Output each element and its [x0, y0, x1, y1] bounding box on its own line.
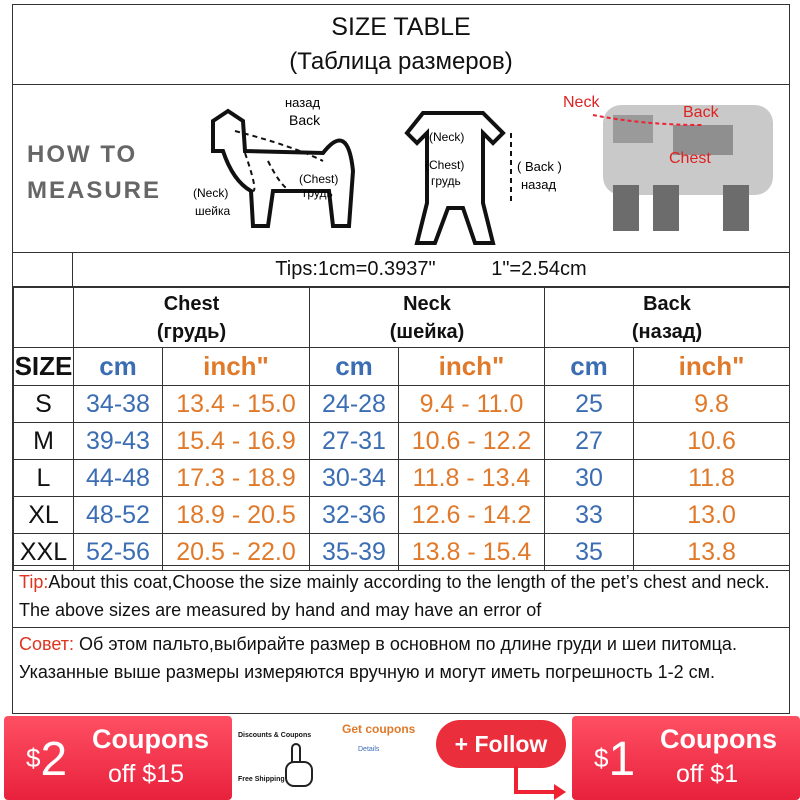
dog-neck: (Neck) [193, 186, 229, 200]
neck-header-ru: (шейка) [389, 320, 465, 343]
unit-header-row [14, 348, 790, 386]
coupon-2-off-15[interactable] [4, 716, 232, 800]
chest-cm-header: cm [74, 348, 163, 386]
coat-back: ( Back ) [517, 159, 562, 174]
coupon-condition: off $15 [108, 760, 185, 788]
back-inch-cell: 11.8 [634, 460, 790, 497]
how-to-line: HOW TO [27, 141, 138, 168]
table-row [14, 423, 790, 460]
chest-header [74, 288, 310, 348]
dog-neck-ru: шейка [195, 204, 231, 218]
table-row [14, 386, 790, 423]
table-row [14, 497, 790, 534]
group-header-row [14, 288, 790, 348]
neck-inch-cell: 12.6 - 14.2 [399, 497, 545, 534]
details-link: Details [358, 746, 380, 753]
coat-neck: (Neck) [429, 130, 465, 144]
size-cell: M [14, 423, 74, 460]
neck-cm-cell: 27-31 [310, 423, 399, 460]
neck-cm-cell: 24-28 [310, 386, 399, 423]
how-to-measure-heading [27, 137, 161, 209]
size-cell: L [14, 460, 74, 497]
back-inch-cell: 9.8 [634, 386, 790, 423]
tip-label: Tip: [19, 572, 49, 592]
back-header-ru: (назад) [631, 320, 703, 343]
dog-chest-ru: грудь [303, 186, 333, 200]
back-cm-cell: 35 [545, 534, 634, 571]
neck-cm-cell: 32-36 [310, 497, 399, 534]
back-inch-cell: 13.0 [634, 497, 790, 534]
dollar-sign: $ [594, 743, 609, 773]
hand-pointer-icon [278, 742, 318, 792]
chest-cm-cell: 34-38 [74, 386, 163, 423]
back-inch-header: inch" [634, 348, 790, 386]
back-inch-cell: 13.8 [634, 534, 790, 571]
tips-spacer [13, 253, 73, 286]
coupon-amount [26, 728, 67, 790]
sovet-text: Об этом пальто,выбирайте размер в основном по длине груди и шеи питомца. Указанные выше размеры измеряются вручную и могут иметь погрешность 1-2 см. [19, 634, 737, 682]
photo-back: Back [683, 104, 719, 121]
measure-line: MEASURE [27, 177, 162, 204]
table-row [14, 460, 790, 497]
size-table [13, 287, 790, 571]
neck-inch-cell: 9.4 - 11.0 [399, 386, 545, 423]
chest-cm-cell: 52-56 [74, 534, 163, 571]
chest-cm-cell: 39-43 [74, 423, 163, 460]
follow-button[interactable]: + Follow [436, 720, 566, 768]
size-cell: XL [14, 497, 74, 534]
neck-inch-cell: 13.8 - 15.4 [399, 534, 545, 571]
how-to-measure-row [13, 85, 789, 253]
size-grid [13, 287, 789, 571]
size-cell: XXL [14, 534, 74, 571]
size-table-sheet [12, 4, 790, 714]
coupon-value: 1 [608, 733, 636, 786]
back-inch-cell: 10.6 [634, 423, 790, 460]
neck-header [310, 288, 545, 348]
page-subtitle: (Таблица размеров) [289, 48, 513, 75]
back-cm-cell: 33 [545, 497, 634, 534]
dog-back: Back [289, 112, 321, 128]
size-column-header: SIZE [14, 348, 74, 386]
coupon-value: 2 [40, 733, 68, 786]
coupon-1-off-1[interactable] [572, 716, 800, 800]
arrow-icon [510, 766, 570, 800]
neck-cm-cell: 30-34 [310, 460, 399, 497]
neck-header-en: Neck [403, 292, 451, 315]
back-cm-cell: 27 [545, 423, 634, 460]
back-cm-cell: 25 [545, 386, 634, 423]
coupon-amount [594, 728, 635, 790]
tip-text: About this coat,Choose the size mainly according to the length of the pet’s chest and neck. The above sizes are measured by hand and may have an error of [19, 572, 770, 620]
chest-cm-cell: 44-48 [74, 460, 163, 497]
chest-inch-header: inch" [163, 348, 310, 386]
header-spacer [14, 288, 74, 348]
promo-bar [0, 714, 800, 800]
dog-chest: (Chest) [299, 172, 339, 186]
neck-inch-cell: 10.6 - 12.2 [399, 423, 545, 460]
neck-cm-header: cm [310, 348, 399, 386]
chest-inch-cell: 13.4 - 15.0 [163, 386, 310, 423]
coat-chest: (Chest) [425, 158, 465, 172]
chest-cm-cell: 48-52 [74, 497, 163, 534]
title-block [13, 5, 789, 85]
neck-inch-header: inch" [399, 348, 545, 386]
coupon-title: Coupons [92, 724, 209, 754]
neck-cm-cell: 35-39 [310, 534, 399, 571]
tips-row [13, 253, 789, 287]
coat-back-ru: назад [521, 177, 557, 192]
page-title: SIZE TABLE [331, 13, 471, 41]
free-shipping-label: Free Shipping [238, 776, 285, 783]
back-header-en: Back [643, 292, 691, 315]
chest-header-ru: (грудь) [156, 320, 227, 343]
chest-inch-cell: 17.3 - 18.9 [163, 460, 310, 497]
photo-chest: Chest [669, 150, 711, 167]
sovet-label: Совет: [19, 634, 75, 654]
back-cm-header: cm [545, 348, 634, 386]
back-header [545, 288, 790, 348]
neck-inch-cell: 11.8 - 13.4 [399, 460, 545, 497]
photo-neck: Neck [563, 94, 600, 111]
get-coupons-preview[interactable] [232, 722, 432, 800]
coupon-title: Coupons [660, 724, 777, 754]
dog-back-ru: назад [285, 95, 321, 110]
chest-inch-cell: 15.4 - 16.9 [163, 423, 310, 460]
coat-chest-ru: грудь [431, 174, 461, 188]
product-photo [553, 85, 789, 245]
russian-tip [13, 627, 789, 715]
chest-inch-cell: 20.5 - 22.0 [163, 534, 310, 571]
get-coupons-label: Get coupons [342, 722, 416, 736]
size-cell: S [14, 386, 74, 423]
conversion-tip: Tips:1cm=0.3937" 1"=2.54cm [275, 258, 587, 280]
discounts-label: Discounts & Coupons [238, 732, 312, 739]
back-cm-cell: 30 [545, 460, 634, 497]
chest-inch-cell: 18.9 - 20.5 [163, 497, 310, 534]
chest-header-en: Chest [163, 292, 220, 315]
coupon-condition: off $1 [676, 760, 739, 788]
english-tip [13, 565, 789, 627]
dog-diagram [173, 91, 383, 251]
dollar-sign: $ [26, 743, 41, 773]
